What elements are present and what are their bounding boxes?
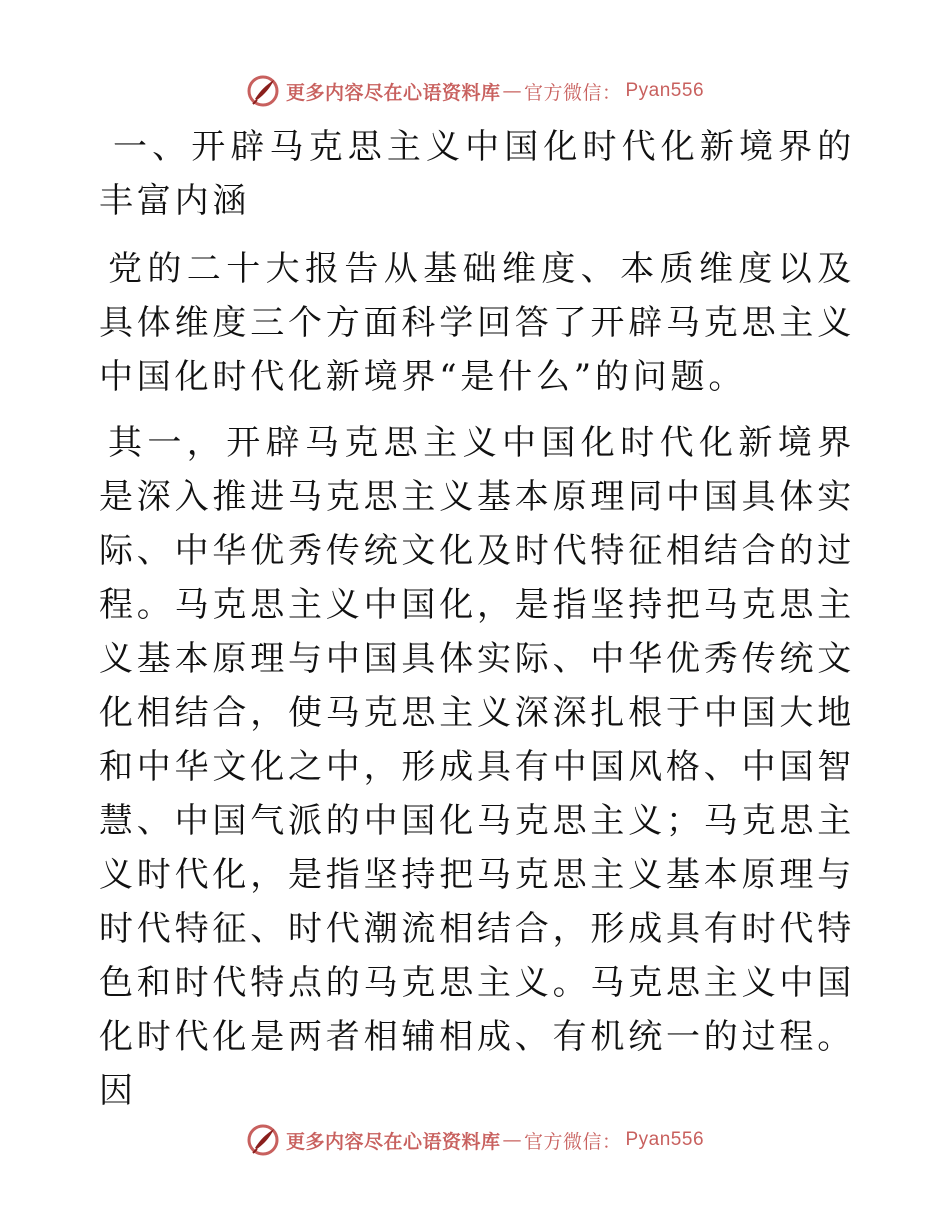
body-paragraph-1: 党的二十大报告从基础维度、本质维度以及具体维度三个方面科学回答了开辟马克思主义中国化时代化新境界“是什么”的问题。 <box>99 249 855 397</box>
footer-banner <box>0 1120 950 1160</box>
body-paragraph-2: 其一，开辟马克思主义中国化时代化新境界是深入推进马克思主义基本原理同中国具体实际、中华优秀传统文化及时代特征相结合的过程。马克思主义中国化，是指坚持把马克思主义基本原理与中国具体实际、中华优秀传统文化相结合，使马克思主义深深扎根于中国大地和中华文化之中，形成具有中国风格、中国智慧、中国气派的中国化马克思主义；马克思主义时代化，是指坚持把马克思主义基本原理与时代特征、时代潮流相结合，形成具有时代特色和时代特点的马克思主义。马克思主义中国化时代化是两者相辅相成、有机统一的过程。因 <box>99 423 855 1111</box>
banner-dash: — <box>502 80 522 102</box>
document-body <box>99 120 855 1130</box>
feather-pen-logo-icon <box>246 1123 280 1157</box>
banner-brand-text: 更多内容尽在心语资料库 <box>285 1130 501 1153</box>
banner-wechat-label: 官方微信： <box>523 81 622 104</box>
banner-wechat-id: Pyan556 <box>625 1129 705 1150</box>
banner-wechat-id: Pyan556 <box>625 80 705 101</box>
section-heading: 一、开辟马克思主义中国化时代化新境界的丰富内涵 <box>99 127 855 221</box>
banner-dash: — <box>502 1129 522 1151</box>
banner-wechat-label: 官方微信： <box>523 1130 622 1153</box>
header-banner <box>0 71 950 111</box>
feather-pen-logo-icon <box>246 74 280 108</box>
banner-brand-text: 更多内容尽在心语资料库 <box>285 81 501 104</box>
